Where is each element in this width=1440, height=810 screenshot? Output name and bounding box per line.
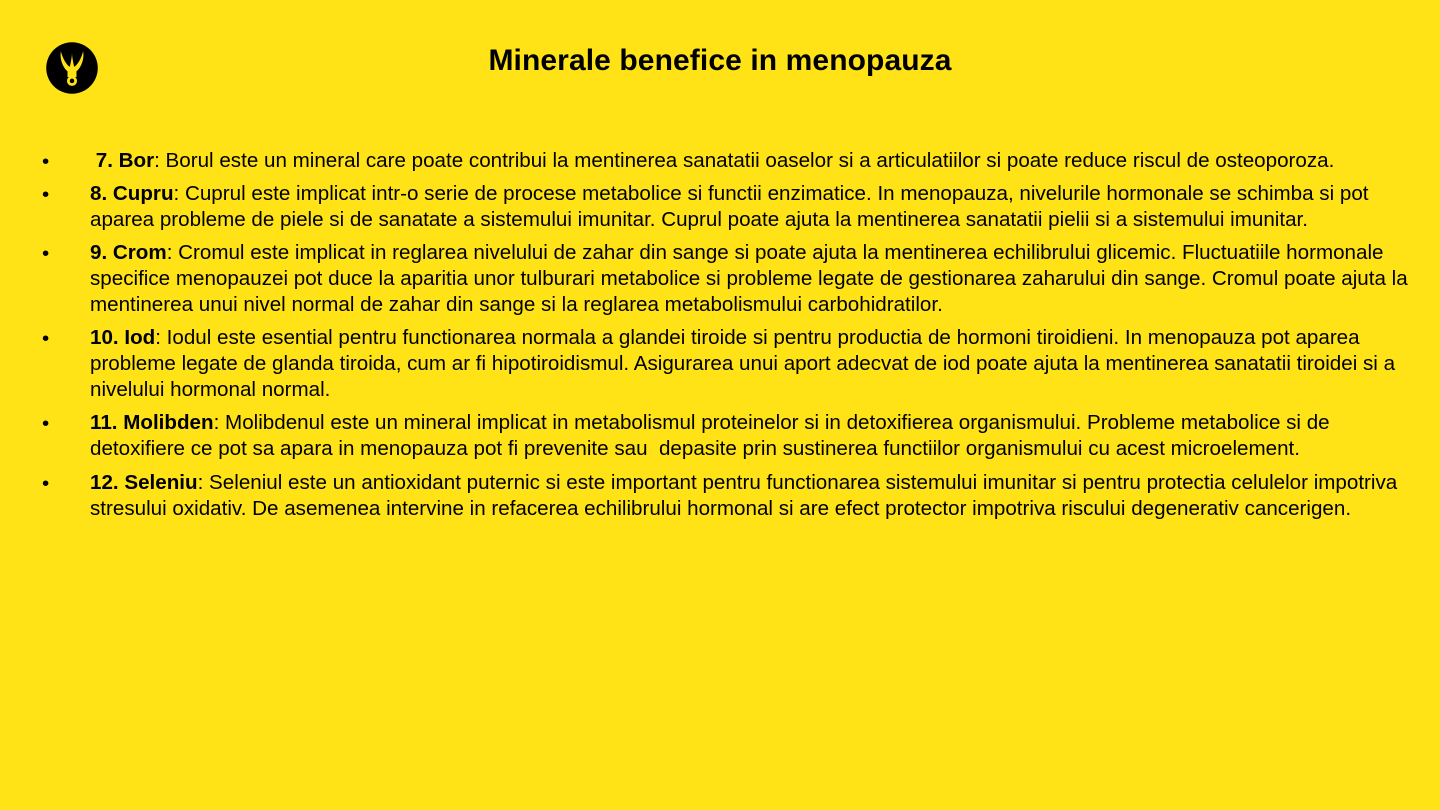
- list-item-text: [90, 148, 1412, 174]
- list-item: [28, 470, 1412, 522]
- list-item-body: : Seleniul este un antioxidant puternic si este important pentru functionarea sistemului imunitar si pentru protectia celulelor impotriva stresului oxidativ. De asemenea intervine in refacerea echilibrului hormonal si are efect protector impotriva riscului degenerativ cancerigen.: [90, 470, 1403, 520]
- bullet-marker-icon: •: [42, 150, 50, 174]
- bullet-marker-icon: •: [42, 412, 50, 436]
- list-item-text: [90, 325, 1412, 403]
- bullet-marker-icon: •: [42, 183, 50, 207]
- list-item-text: [90, 470, 1412, 522]
- bullet-marker-icon: •: [42, 242, 50, 266]
- list-item-lead: 12. Seleniu: [90, 470, 198, 494]
- list-item-body: : Iodul este esential pentru functionarea normala a glandei tiroide si pentru productia de hormoni tiroidieni. In menopauza pot aparea probleme legate de glanda tiroida, cum ar fi hipotiroidismul. Asigurarea unui aport adecvat de iod poate ajuta la mentinerea sanatatii tiroidei si a nivelului hormonal normal.: [90, 326, 1401, 402]
- list-item: [28, 240, 1412, 318]
- list-item: [28, 148, 1412, 174]
- list-item: [28, 325, 1412, 403]
- list-item-body: : Cromul este implicat in reglarea nivelului de zahar din sange si poate ajuta la mentinerea echilibrului glicemic. Fluctuatiile hormonale specifice menopauzei pot duce la aparitia unor tulburari metabolice si probleme legate de gestionarea zaharului din sange. Cromul poate ajuta la mentinerea unui nivel normal de zahar din sange si la reglarea metabolismului carbohidratilor.: [90, 241, 1414, 317]
- list-item-body: : Molibdenul este un mineral implicat in metabolismul proteinelor si in detoxifierea organismului. Probleme metabolice si de detoxifiere ce pot sa apara in menopauza pot fi prevenite sau depasite prin sustinerea functiilor organismului cu acest microelement.: [90, 411, 1336, 461]
- mineral-bullet-list: [28, 148, 1412, 529]
- list-item-lead: 8. Cupru: [90, 182, 174, 206]
- list-item-lead: 11. Molibden: [90, 411, 214, 435]
- list-item: [28, 410, 1412, 462]
- bullet-marker-icon: •: [42, 471, 50, 495]
- bullet-marker-icon: •: [42, 327, 50, 351]
- list-item-text: [90, 181, 1412, 233]
- slide-header: [0, 0, 1440, 118]
- list-item-lead: 9. Crom: [90, 241, 167, 265]
- list-item-lead: 10. Iod: [90, 326, 156, 350]
- page-title: Minerale benefice in menopauza: [488, 44, 952, 77]
- list-item-text: [90, 410, 1412, 462]
- list-item: [28, 181, 1412, 233]
- list-item-body: : Borul este un mineral care poate contribui la mentinerea sanatatii oaselor si a articulatiilor si poate reduce riscul de osteoporoza.: [154, 149, 1335, 172]
- list-item-body: : Cuprul este implicat intr-o serie de procese metabolice si functii enzimatice. In menopauza, nivelurile hormonale se schimba si pot aparea probleme de piele si de sanatate a sistemului imunitar. Cuprul poate ajuta la mentinerea sanatatii pielii si a sistemului imunitar.: [90, 182, 1375, 232]
- list-item-lead: 7. Bor: [90, 149, 155, 172]
- list-item-text: [90, 240, 1412, 318]
